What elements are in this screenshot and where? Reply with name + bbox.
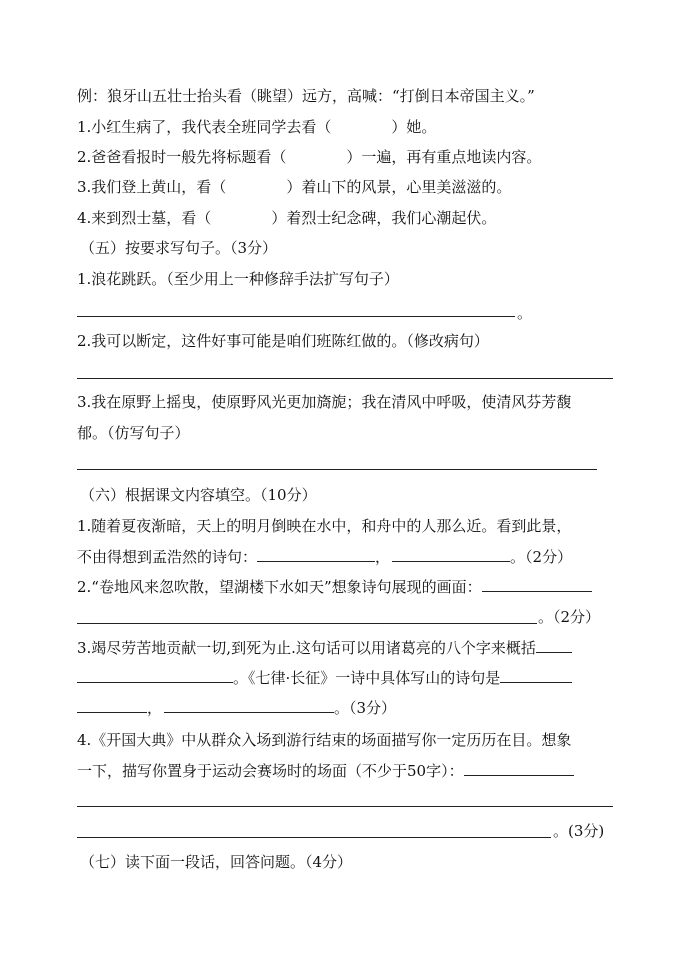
section-5-heading [80,238,277,258]
question-5-1-period [517,303,532,323]
answer-blank[interactable] [536,638,572,653]
answer-blank[interactable] [464,761,574,776]
question-5-3-text: 3.我在原野上摇曳，使原野风光更加旖旎；我在清风中呼吸，使清风芬芳馥 [77,393,572,411]
answer-line-5-3[interactable] [77,469,597,470]
answer-blank[interactable] [77,698,147,713]
question-5-2 [77,331,489,351]
score-note: 。（3分） [334,699,397,717]
example-text: 例：狼牙山五壮士抬头看（眺望）远方，高喊：“打倒日本帝国主义。” [77,87,535,105]
question-6-1-text: 1.随着夏夜渐暗，天上的明月倒映在水中，和舟中的人那么近。看到此景， [77,517,572,535]
answer-blank[interactable] [482,577,592,592]
question-5-3-cont [77,423,190,443]
question-4-1 [77,117,436,137]
question-4-3-tail: ）着山下的风景，心里美滋滋的。 [286,178,512,196]
score-note: 。（2分） [510,548,573,566]
question-6-1-cont [77,547,572,567]
question-4-2-tail: ）一遍，再有重点地读内容。 [346,148,542,166]
answer-line-6-4b[interactable] [77,837,551,838]
example-line [77,86,535,106]
question-6-3-text-cont: 。《七律·长征》一诗中具体写山的诗句是 [233,669,501,687]
section-5-title: （五）按要求写句子。（3分） [80,239,278,257]
answer-blank[interactable] [257,547,375,562]
comma-mark: ， [147,699,163,717]
section-6-title: （六）根据课文内容填空。（10分） [80,486,317,504]
answer-blank[interactable] [164,698,334,713]
score-note: 。(3分) [553,822,605,840]
question-6-4 [77,730,571,750]
question-4-4 [77,208,496,228]
question-6-1-text-cont: 不由得想到孟浩然的诗句： [77,548,258,566]
question-4-1-tail: ）她。 [391,118,437,136]
period-mark: 。 [517,304,533,322]
question-4-4-text: 4.来到烈士墓，看（ [77,209,212,227]
answer-blank[interactable] [500,668,572,683]
question-6-3-cont [77,668,572,688]
answer-line-6-2[interactable] [77,623,537,624]
answer-line-6-4a[interactable] [77,806,613,807]
question-4-3-text: 3.我们登上黄山，看（ [77,178,227,196]
section-7-title: （七）读下面一段话，回答问题。（4分） [80,853,353,871]
question-5-3-text-cont: 郁。（仿写句子） [77,424,190,442]
question-4-3 [77,177,511,197]
question-4-4-tail: ）着烈士纪念碑，我们心潮起伏。 [271,209,497,227]
answer-blank[interactable] [77,668,233,683]
question-4-2 [77,147,541,167]
answer-blank[interactable] [392,547,510,562]
question-6-4-text: 4.《开国大典》中从群众入场到游行结束的场面描写你一定历历在目。想象 [77,731,572,749]
question-5-1-text: 1.浪花跳跃。（至少用上一种修辞手法扩写句子） [77,270,399,288]
question-6-2 [77,577,592,597]
score-note: 。（2分） [538,608,601,626]
answer-line-5-2[interactable] [77,378,613,379]
question-6-1 [77,516,571,536]
section-7-heading [80,852,352,872]
question-6-3-cont2 [77,698,396,718]
answer-line-5-1[interactable] [77,316,515,317]
question-4-1-text: 1.小红生病了，我代表全班同学去看（ [77,118,332,136]
question-6-3-text: 3.竭尽劳苦地贡献一切,到死为止.这句话可以用诸葛亮的八个字来概括 [77,639,536,657]
question-5-3 [77,392,571,412]
comma-mark: ， [375,548,391,566]
question-6-4-cont [77,761,574,781]
question-6-4-text-cont: 一下，描写你置身于运动会赛场时的场面（不少于50字）： [77,762,464,780]
question-4-2-text: 2.爸爸看报时一般先将标题看（ [77,148,287,166]
question-6-3 [77,638,572,658]
question-6-2-score [538,607,600,627]
question-5-2-text: 2.我可以断定，这件好事可能是咱们班陈红做的。（修改病句） [77,332,489,350]
question-6-2-text: 2.“卷地风来忽吹散，望湖楼下水如天”想象诗句展现的画面： [77,578,482,596]
question-6-4-score [553,821,604,841]
question-5-1 [77,269,399,289]
section-6-heading [80,485,317,505]
